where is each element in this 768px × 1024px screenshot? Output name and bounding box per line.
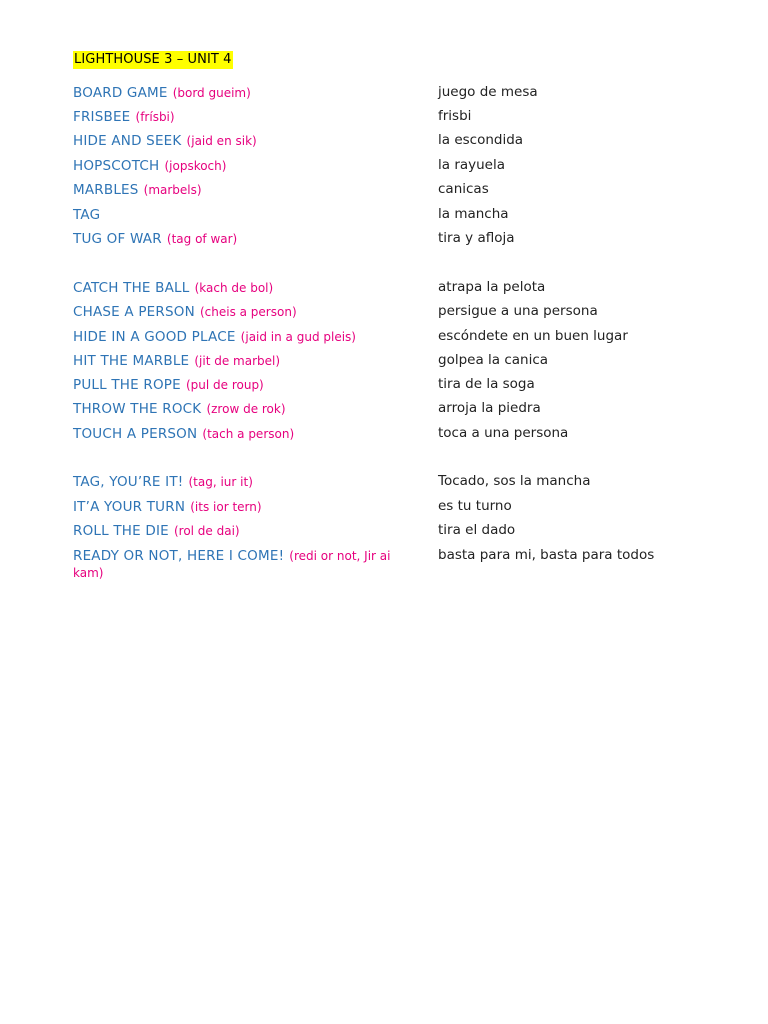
vocab-row — [73, 376, 713, 396]
pronunciation: (its ior tern) — [190, 500, 262, 514]
pronunciation: (zrow de rok) — [206, 402, 286, 416]
pronunciation: (cheis a person) — [199, 305, 297, 319]
english-term — [73, 547, 403, 581]
pronunciation: (tag of war) — [166, 232, 238, 246]
spanish-translation: la rayuela — [438, 157, 506, 173]
english-term — [73, 352, 413, 369]
term-text: TAG, YOU’RE IT! — [73, 474, 184, 490]
spanish-translation: es tu turno — [438, 498, 512, 514]
vocab-row — [73, 157, 713, 177]
vocab-row — [73, 473, 713, 493]
vocab-row — [73, 303, 713, 323]
term-text: IT’A YOUR TURN — [73, 499, 186, 515]
english-term — [73, 279, 413, 296]
english-term — [73, 522, 413, 539]
pronunciation: (tach a person) — [202, 427, 295, 441]
vocab-row — [73, 230, 713, 250]
spanish-translation: tira de la soga — [438, 376, 535, 392]
spanish-translation: atrapa la pelota — [438, 279, 546, 295]
term-text: BOARD GAME — [73, 85, 168, 101]
vocab-row — [73, 206, 713, 226]
pronunciation: (jopskoch) — [164, 159, 227, 173]
english-term — [73, 157, 413, 174]
vocab-row — [73, 132, 713, 152]
pronunciation: (frísbi) — [135, 110, 175, 124]
page-title: LIGHTHOUSE 3 – UNIT 4 — [74, 52, 232, 67]
english-term — [73, 328, 413, 345]
vocab-row — [73, 279, 713, 299]
english-term — [73, 132, 413, 149]
term-text: TAG — [73, 207, 101, 223]
term-text: TOUCH A PERSON — [73, 426, 198, 442]
vocab-row — [73, 328, 713, 348]
vocab-row — [73, 108, 713, 128]
term-text: MARBLES — [73, 182, 139, 198]
english-term — [73, 303, 413, 320]
term-text: FRISBEE — [73, 109, 131, 125]
spanish-translation: canicas — [438, 181, 489, 197]
pronunciation: (jaid in a gud pleis) — [240, 330, 356, 344]
vocab-row — [73, 425, 713, 445]
vocab-row — [73, 498, 713, 518]
english-term — [73, 473, 413, 490]
spanish-translation: la mancha — [438, 206, 509, 222]
vocab-row — [73, 352, 713, 372]
english-term — [73, 181, 413, 198]
spanish-translation: arroja la piedra — [438, 400, 541, 416]
english-term — [73, 84, 413, 101]
pronunciation: (marbels) — [143, 183, 202, 197]
vocab-row — [73, 547, 713, 583]
english-term — [73, 498, 413, 515]
term-text: HIT THE MARBLE — [73, 353, 190, 369]
pronunciation: (bord gueim) — [172, 86, 251, 100]
term-text: ROLL THE DIE — [73, 523, 169, 539]
term-text: PULL THE ROPE — [73, 377, 181, 393]
english-term — [73, 230, 413, 247]
vocab-row — [73, 522, 713, 542]
term-text: HOPSCOTCH — [73, 158, 160, 174]
english-term — [73, 108, 413, 125]
pronunciation: (rol de dai) — [173, 524, 240, 538]
spanish-translation: basta para mi, basta para todos — [438, 547, 655, 563]
term-text: THROW THE ROCK — [73, 401, 202, 417]
spanish-translation: tira el dado — [438, 522, 516, 538]
term-text: TUG OF WAR — [73, 231, 162, 247]
pronunciation: (jit de marbel) — [194, 354, 281, 368]
vocab-row — [73, 400, 713, 420]
english-term — [73, 400, 413, 417]
spanish-translation: frisbi — [438, 108, 472, 124]
vocab-row — [73, 84, 713, 104]
term-text: READY OR NOT, HERE I COME! — [73, 548, 285, 564]
spanish-translation: persigue a una persona — [438, 303, 598, 319]
pronunciation: (pul de roup) — [185, 378, 264, 392]
term-text: CATCH THE BALL — [73, 280, 190, 296]
spanish-translation: juego de mesa — [438, 84, 538, 100]
vocab-row — [73, 181, 713, 201]
spanish-translation: tira y afloja — [438, 230, 515, 246]
spanish-translation: Tocado, sos la mancha — [438, 473, 591, 489]
term-text: CHASE A PERSON — [73, 304, 195, 320]
term-text: HIDE AND SEEK — [73, 133, 182, 149]
spanish-translation: escóndete en un buen lugar — [438, 328, 628, 344]
spanish-translation: la escondida — [438, 132, 524, 148]
pronunciation: (redi or not, Jir ai kam) — [73, 549, 391, 580]
pronunciation: (tag, iur it) — [188, 475, 253, 489]
english-term — [73, 376, 413, 393]
spanish-translation: toca a una persona — [438, 425, 569, 441]
english-term — [73, 425, 413, 442]
pronunciation: (kach de bol) — [194, 281, 274, 295]
term-text: HIDE IN A GOOD PLACE — [73, 329, 236, 345]
english-term — [73, 206, 413, 223]
pronunciation: (jaid en sik) — [186, 134, 257, 148]
spanish-translation: golpea la canica — [438, 352, 549, 368]
